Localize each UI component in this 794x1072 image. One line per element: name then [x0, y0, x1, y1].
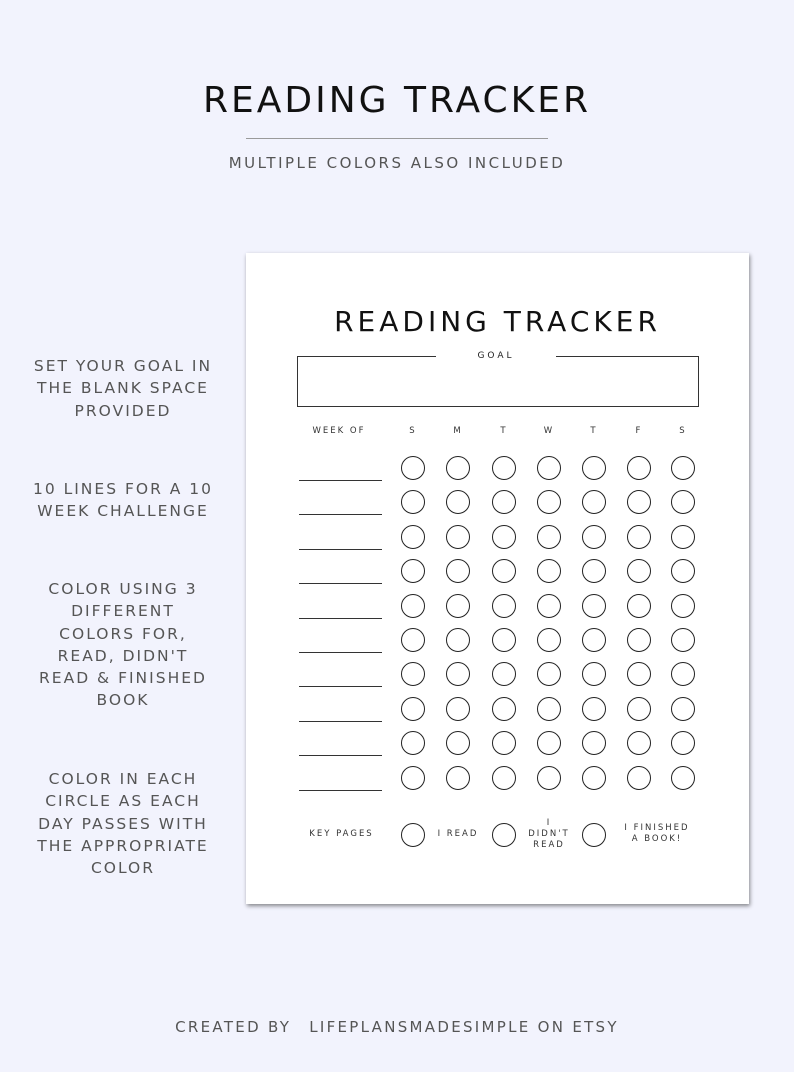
day-circle[interactable]: [537, 731, 561, 755]
note-line: COLOR IN EACH: [48, 770, 198, 788]
day-circle[interactable]: [401, 697, 425, 721]
day-circle[interactable]: [582, 628, 606, 652]
day-circle[interactable]: [492, 525, 516, 549]
note-line: DIFFERENT: [71, 602, 175, 621]
key-item-line: DIDN'T: [528, 829, 570, 839]
note-line: COLOR USING 3: [48, 580, 198, 598]
day-circle[interactable]: [492, 559, 516, 583]
note-goal: [18, 355, 228, 422]
key-item-label: [527, 818, 572, 851]
note-line: CIRCLE AS EACH: [45, 792, 201, 811]
note-line: SET YOUR GOAL IN: [33, 357, 213, 375]
day-circle[interactable]: [671, 490, 695, 514]
day-circle[interactable]: [582, 559, 606, 583]
day-circle[interactable]: [446, 490, 470, 514]
note-line: READ & FINISHED: [39, 669, 207, 688]
day-circle[interactable]: [671, 594, 695, 618]
day-circle[interactable]: [492, 456, 516, 480]
day-circle[interactable]: [671, 559, 695, 583]
day-circle[interactable]: [492, 697, 516, 721]
week-of-line[interactable]: [299, 790, 382, 791]
day-circle[interactable]: [671, 628, 695, 652]
day-circle[interactable]: [492, 594, 516, 618]
day-circle[interactable]: [627, 525, 651, 549]
day-circle[interactable]: [401, 490, 425, 514]
day-circle[interactable]: [582, 697, 606, 721]
note-line: READ, DIDN'T: [57, 646, 189, 665]
day-header: S: [679, 426, 687, 436]
key-item-line: I READ: [437, 829, 479, 839]
day-header: F: [635, 426, 643, 436]
day-circle[interactable]: [446, 697, 470, 721]
week-of-line[interactable]: [299, 755, 382, 756]
day-circle[interactable]: [446, 628, 470, 652]
week-of-line[interactable]: [299, 514, 382, 515]
day-circle[interactable]: [671, 731, 695, 755]
day-circle[interactable]: [627, 662, 651, 686]
day-circle[interactable]: [671, 766, 695, 790]
footer-shop-name: LIFEPLANSMADESIMPLE ON ETSY: [309, 1018, 619, 1036]
day-circle[interactable]: [537, 490, 561, 514]
day-circle[interactable]: [582, 490, 606, 514]
key-circle: [492, 823, 516, 847]
week-of-line[interactable]: [299, 721, 382, 722]
day-circle[interactable]: [671, 662, 695, 686]
day-header: T: [590, 426, 598, 436]
sheet-title: READING TRACKER: [334, 305, 661, 338]
day-circle[interactable]: [627, 731, 651, 755]
day-circle[interactable]: [492, 766, 516, 790]
tracker-sheet: [246, 253, 749, 904]
day-circle[interactable]: [627, 697, 651, 721]
week-of-line[interactable]: [299, 686, 382, 687]
goal-label: GOAL: [436, 351, 556, 361]
note-line: WEEK CHALLENGE: [37, 502, 209, 521]
day-circle[interactable]: [401, 594, 425, 618]
day-circle[interactable]: [446, 594, 470, 618]
day-circle[interactable]: [627, 559, 651, 583]
day-circle[interactable]: [446, 662, 470, 686]
day-circle[interactable]: [446, 525, 470, 549]
goal-input-box[interactable]: [297, 356, 699, 407]
day-circle[interactable]: [627, 594, 651, 618]
day-circle[interactable]: [401, 456, 425, 480]
title-divider: [246, 138, 548, 139]
key-item-line: READ: [533, 840, 565, 850]
note-line: DAY PASSES WITH: [38, 814, 208, 833]
week-of-line[interactable]: [299, 652, 382, 653]
day-circle[interactable]: [671, 456, 695, 480]
day-circle[interactable]: [492, 662, 516, 686]
page-subtitle: MULTIPLE COLORS ALSO INCLUDED: [228, 154, 566, 172]
day-circle[interactable]: [582, 594, 606, 618]
key-item-line: I FINISHED: [624, 823, 690, 833]
day-circle[interactable]: [492, 490, 516, 514]
note-line: THE BLANK SPACE: [37, 379, 209, 398]
footer-created-by: CREATED BY: [175, 1018, 292, 1036]
day-circle[interactable]: [582, 662, 606, 686]
key-circle: [401, 823, 425, 847]
day-circle[interactable]: [492, 731, 516, 755]
key-item-label: [617, 823, 697, 845]
footer: [0, 1018, 794, 1036]
week-of-header: WEEK OF: [312, 426, 366, 436]
note-line: PROVIDED: [74, 401, 172, 420]
day-circle[interactable]: [401, 628, 425, 652]
week-of-line[interactable]: [299, 480, 382, 481]
day-circle[interactable]: [537, 594, 561, 618]
day-circle[interactable]: [401, 525, 425, 549]
note-line: THE APPROPRIATE: [37, 836, 209, 855]
day-header: W: [543, 426, 555, 436]
note-colors: [18, 578, 228, 712]
day-circle[interactable]: [537, 456, 561, 480]
day-circle[interactable]: [401, 662, 425, 686]
day-circle[interactable]: [537, 697, 561, 721]
week-of-line[interactable]: [299, 618, 382, 619]
day-circle[interactable]: [446, 456, 470, 480]
day-header: M: [453, 426, 463, 436]
day-circle[interactable]: [627, 456, 651, 480]
note-line: BOOK: [96, 691, 150, 710]
day-circle[interactable]: [582, 766, 606, 790]
day-circle[interactable]: [627, 766, 651, 790]
day-circle[interactable]: [537, 662, 561, 686]
day-circle[interactable]: [537, 559, 561, 583]
note-lines: [18, 478, 228, 523]
page-title: READING TRACKER: [202, 80, 592, 121]
key-item-line: I: [546, 818, 552, 828]
day-header: T: [500, 426, 508, 436]
day-circle[interactable]: [401, 559, 425, 583]
week-of-line[interactable]: [299, 549, 382, 550]
note-line: COLORS FOR,: [59, 624, 187, 643]
note-circles: [18, 768, 228, 879]
day-circle[interactable]: [446, 766, 470, 790]
day-circle[interactable]: [582, 525, 606, 549]
day-circle[interactable]: [627, 490, 651, 514]
note-line: 10 LINES FOR A 10: [32, 480, 214, 498]
day-circle[interactable]: [537, 766, 561, 790]
day-circle[interactable]: [537, 525, 561, 549]
day-header: S: [409, 426, 417, 436]
day-circle[interactable]: [401, 766, 425, 790]
day-circle[interactable]: [627, 628, 651, 652]
key-label: KEY PAGES: [309, 829, 374, 839]
day-circle[interactable]: [582, 731, 606, 755]
key-circle: [582, 823, 606, 847]
key-item-label: [433, 829, 483, 840]
day-circle[interactable]: [671, 525, 695, 549]
day-circle[interactable]: [401, 731, 425, 755]
day-circle[interactable]: [446, 731, 470, 755]
note-line: COLOR: [90, 859, 156, 878]
day-circle[interactable]: [446, 559, 470, 583]
day-circle[interactable]: [582, 456, 606, 480]
day-circle[interactable]: [671, 697, 695, 721]
week-of-line[interactable]: [299, 583, 382, 584]
day-circle[interactable]: [537, 628, 561, 652]
day-circle[interactable]: [492, 628, 516, 652]
key-item-line: A BOOK!: [631, 834, 683, 844]
